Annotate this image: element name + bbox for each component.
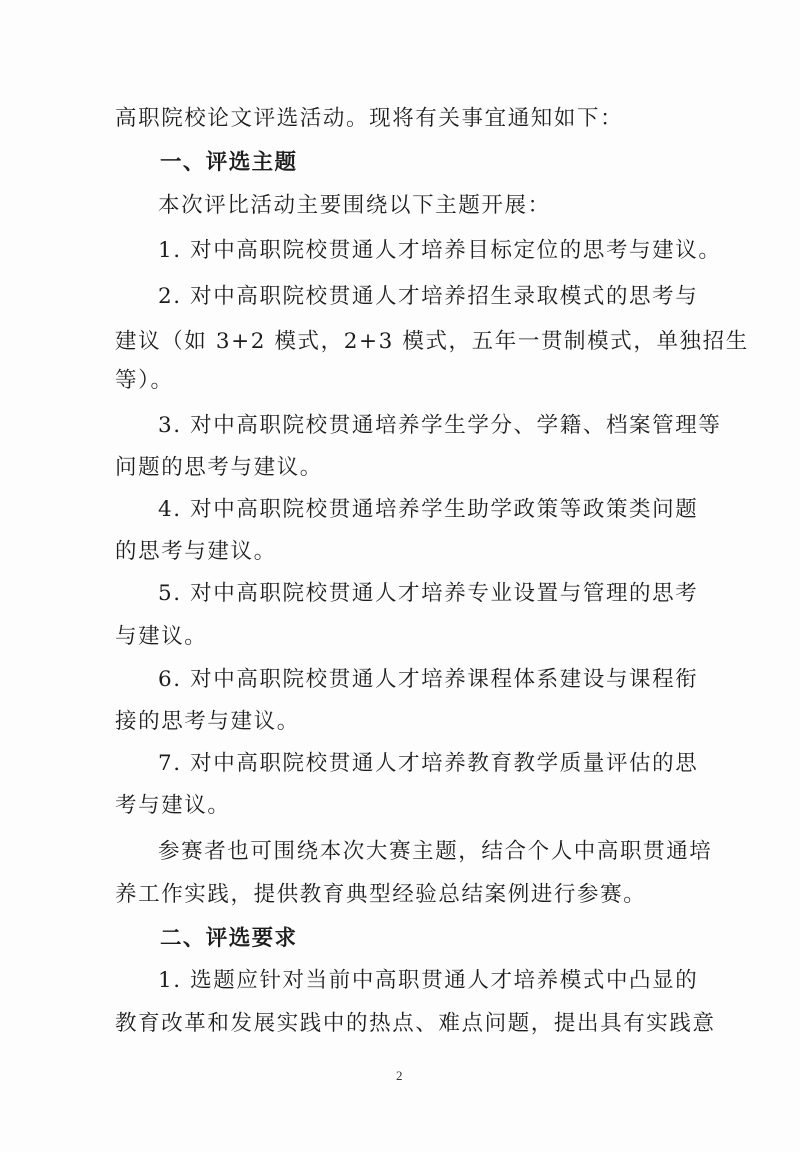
text-line: 1. 选题应针对当前中高职贯通人才培养模式中凸显的 [158, 968, 699, 993]
text-line: 与建议。 [115, 624, 208, 649]
text-line: 7. 对中高职院校贯通人才培养教育教学质量评估的思 [158, 751, 699, 776]
text-line: 考与建议。 [115, 793, 231, 818]
text-line: 参赛者也可围绕本次大赛主题，结合个人中高职贯通培 [158, 839, 713, 864]
text-line: 等）。 [115, 368, 174, 393]
text-line: 教育改革和发展实践中的热点、难点问题，提出具有实践意 [115, 1011, 716, 1036]
text-line: 的思考与建议。 [115, 539, 277, 564]
text-line: 2. 对中高职院校贯通人才培养招生录取模式的思考与 [158, 284, 699, 309]
text-line: 1. 对中高职院校贯通人才培养目标定位的思考与建议。 [158, 238, 722, 263]
text-line: 建议（如 3+2 模式，2+3 模式，五年一贯制模式，单独招生 [115, 329, 749, 354]
section-heading: 一、评选主题 [160, 150, 298, 175]
section-heading: 二、评选要求 [160, 926, 298, 951]
text-line: 6. 对中高职院校贯通人才培养课程体系建设与课程衔 [158, 667, 699, 692]
text-line: 问题的思考与建议。 [115, 455, 323, 480]
text-line: 4. 对中高职院校贯通培养学生助学政策等政策类问题 [158, 497, 699, 522]
text-line: 养工作实践，提供教育典型经验总结案例进行参赛。 [115, 882, 647, 907]
text-line: 高职院校论文评选活动。现将有关事宜通知如下： [115, 106, 624, 131]
page-number: 2 [396, 1068, 403, 1083]
text-line: 5. 对中高职院校贯通人才培养专业设置与管理的思考 [158, 581, 699, 606]
text-line: 3. 对中高职院校贯通培养学生学分、学籍、档案管理等 [158, 413, 722, 438]
text-line: 本次评比活动主要围绕以下主题开展： [158, 193, 551, 218]
text-line: 接的思考与建议。 [115, 709, 300, 734]
